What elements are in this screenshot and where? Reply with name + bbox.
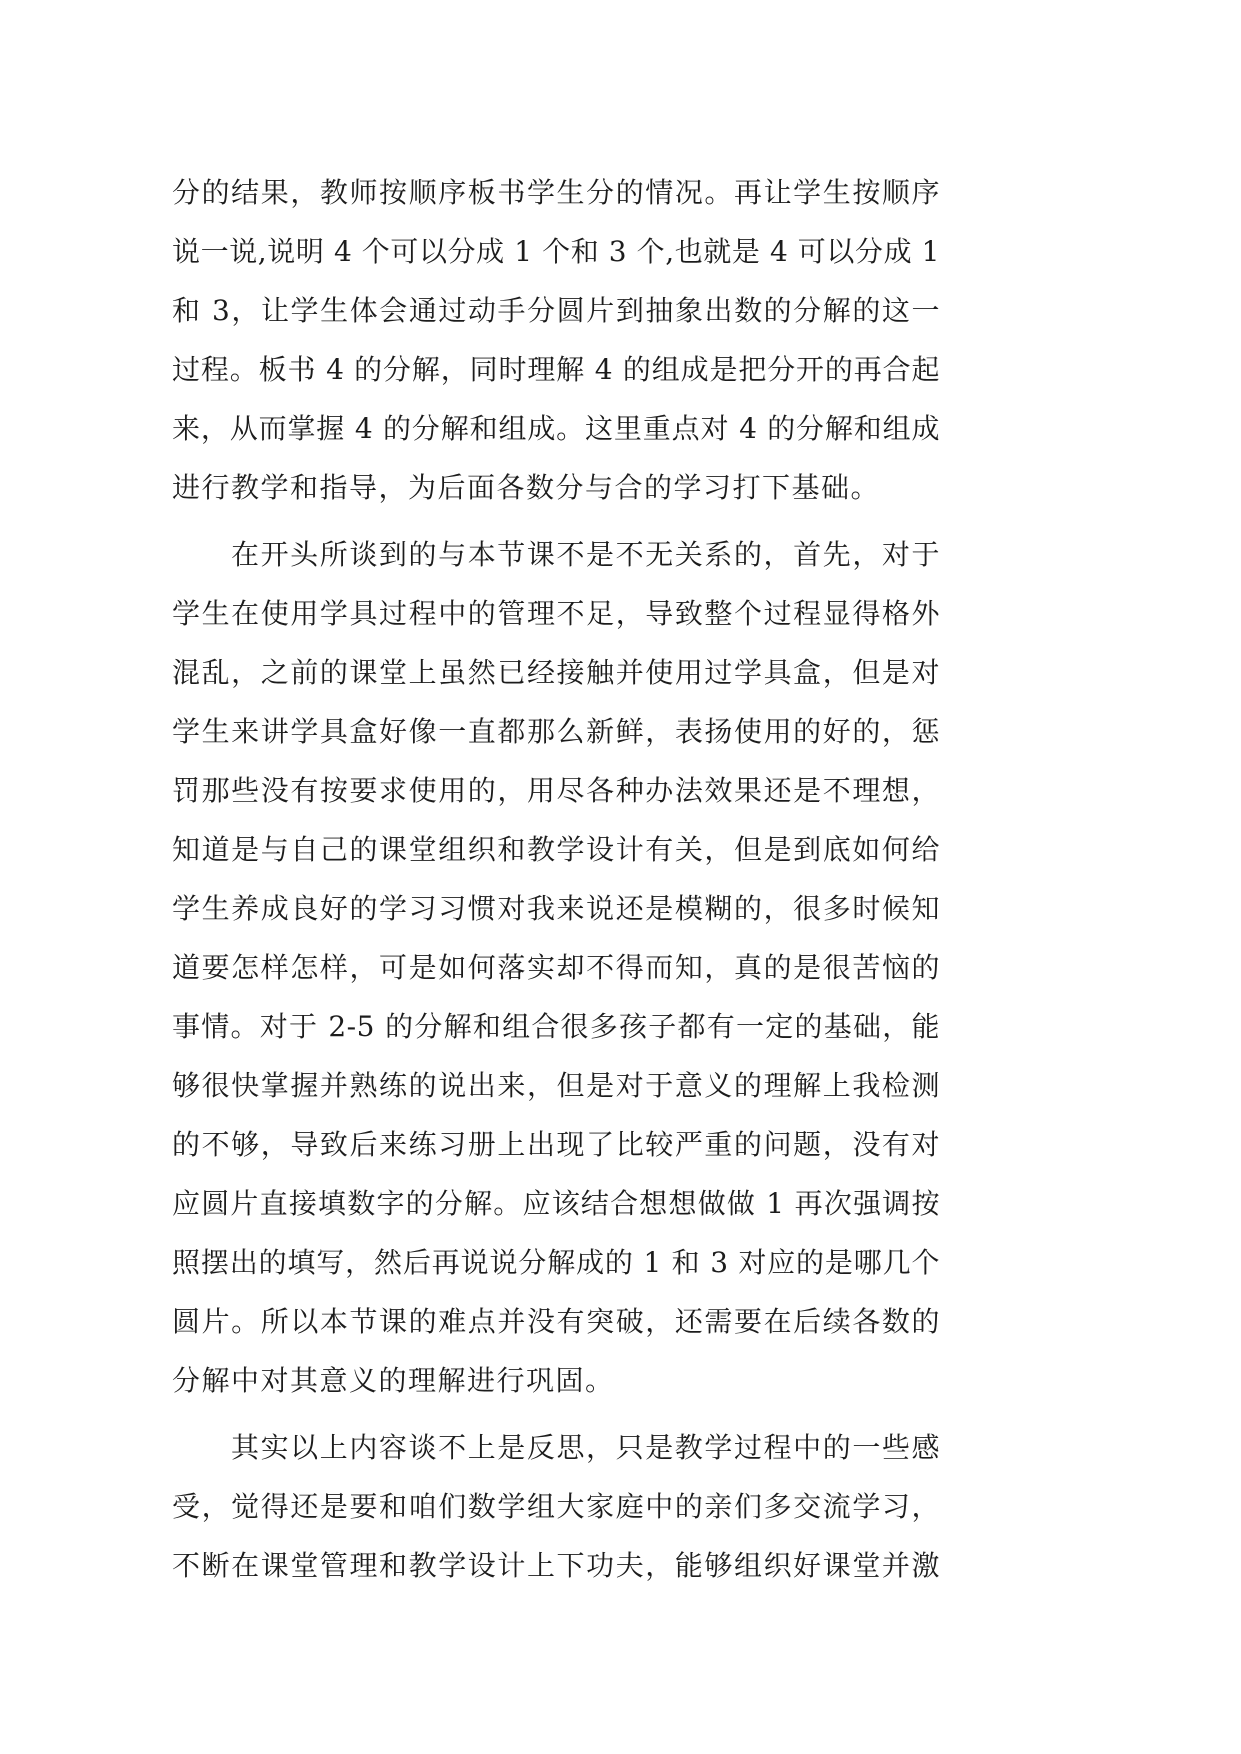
text-line: 分解中对其意义的理解进行巩固。 xyxy=(172,1364,615,1397)
text-line: 够很快掌握并熟练的说出来，但是对于意义的理解上我检测 xyxy=(172,1069,940,1102)
text-line: 来，从而掌握 4 的分解和组成。这里重点对 4 的分解和组成 xyxy=(172,412,940,445)
text-line: 学生来讲学具盒好像一直都那么新鲜，表扬使用的好的，惩 xyxy=(172,715,940,748)
text-line: 和 3，让学生体会通过动手分圆片到抽象出数的分解的这一 xyxy=(172,294,940,327)
text-line: 在开头所谈到的与本节课不是不无关系的，首先，对于 xyxy=(231,538,940,571)
text-line: 事情。对于 2-5 的分解和组合很多孩子都有一定的基础，能 xyxy=(172,1010,940,1043)
text-line: 学生养成良好的学习习惯对我来说还是模糊的，很多时候知 xyxy=(172,892,940,925)
text-line: 圆片。所以本节课的难点并没有突破，还需要在后续各数的 xyxy=(172,1305,940,1338)
text-line: 受，觉得还是要和咱们数学组大家庭中的亲们多交流学习， xyxy=(172,1490,940,1523)
text-line: 罚那些没有按要求使用的，用尽各种办法效果还是不理想， xyxy=(172,774,940,807)
text-line: 应圆片直接填数字的分解。应该结合想想做做 1 再次强调按 xyxy=(172,1187,940,1220)
text-line: 照摆出的填写，然后再说说分解成的 1 和 3 对应的是哪几个 xyxy=(172,1246,940,1279)
text-line: 说一说,说明 4 个可以分成 1 个和 3 个,也就是 4 可以分成 1 xyxy=(172,235,940,268)
text-line: 学生在使用学具过程中的管理不足，导致整个过程显得格外 xyxy=(172,597,940,630)
text-line: 过程。板书 4 的分解，同时理解 4 的组成是把分开的再合起 xyxy=(172,353,940,386)
text-line: 的不够，导致后来练习册上出现了比较严重的问题，没有对 xyxy=(172,1128,940,1161)
paragraph-1 xyxy=(172,163,940,517)
text-line: 不断在课堂管理和教学设计上下功夫，能够组织好课堂并激 xyxy=(172,1549,940,1582)
text-line: 混乱，之前的课堂上虽然已经接触并使用过学具盒，但是对 xyxy=(172,656,940,689)
text-line: 进行教学和指导，为后面各数分与合的学习打下基础。 xyxy=(172,471,881,504)
text-line: 知道是与自己的课堂组织和教学设计有关，但是到底如何给 xyxy=(172,833,940,866)
paragraph-3 xyxy=(172,1418,940,1595)
text-line: 其实以上内容谈不上是反思，只是教学过程中的一些感 xyxy=(231,1431,940,1464)
text-line: 分的结果，教师按顺序板书学生分的情况。再让学生按顺序 xyxy=(172,176,940,209)
document-body xyxy=(172,163,940,1595)
paragraph-2 xyxy=(172,525,940,1410)
text-line: 道要怎样怎样，可是如何落实却不得而知，真的是很苦恼的 xyxy=(172,951,940,984)
